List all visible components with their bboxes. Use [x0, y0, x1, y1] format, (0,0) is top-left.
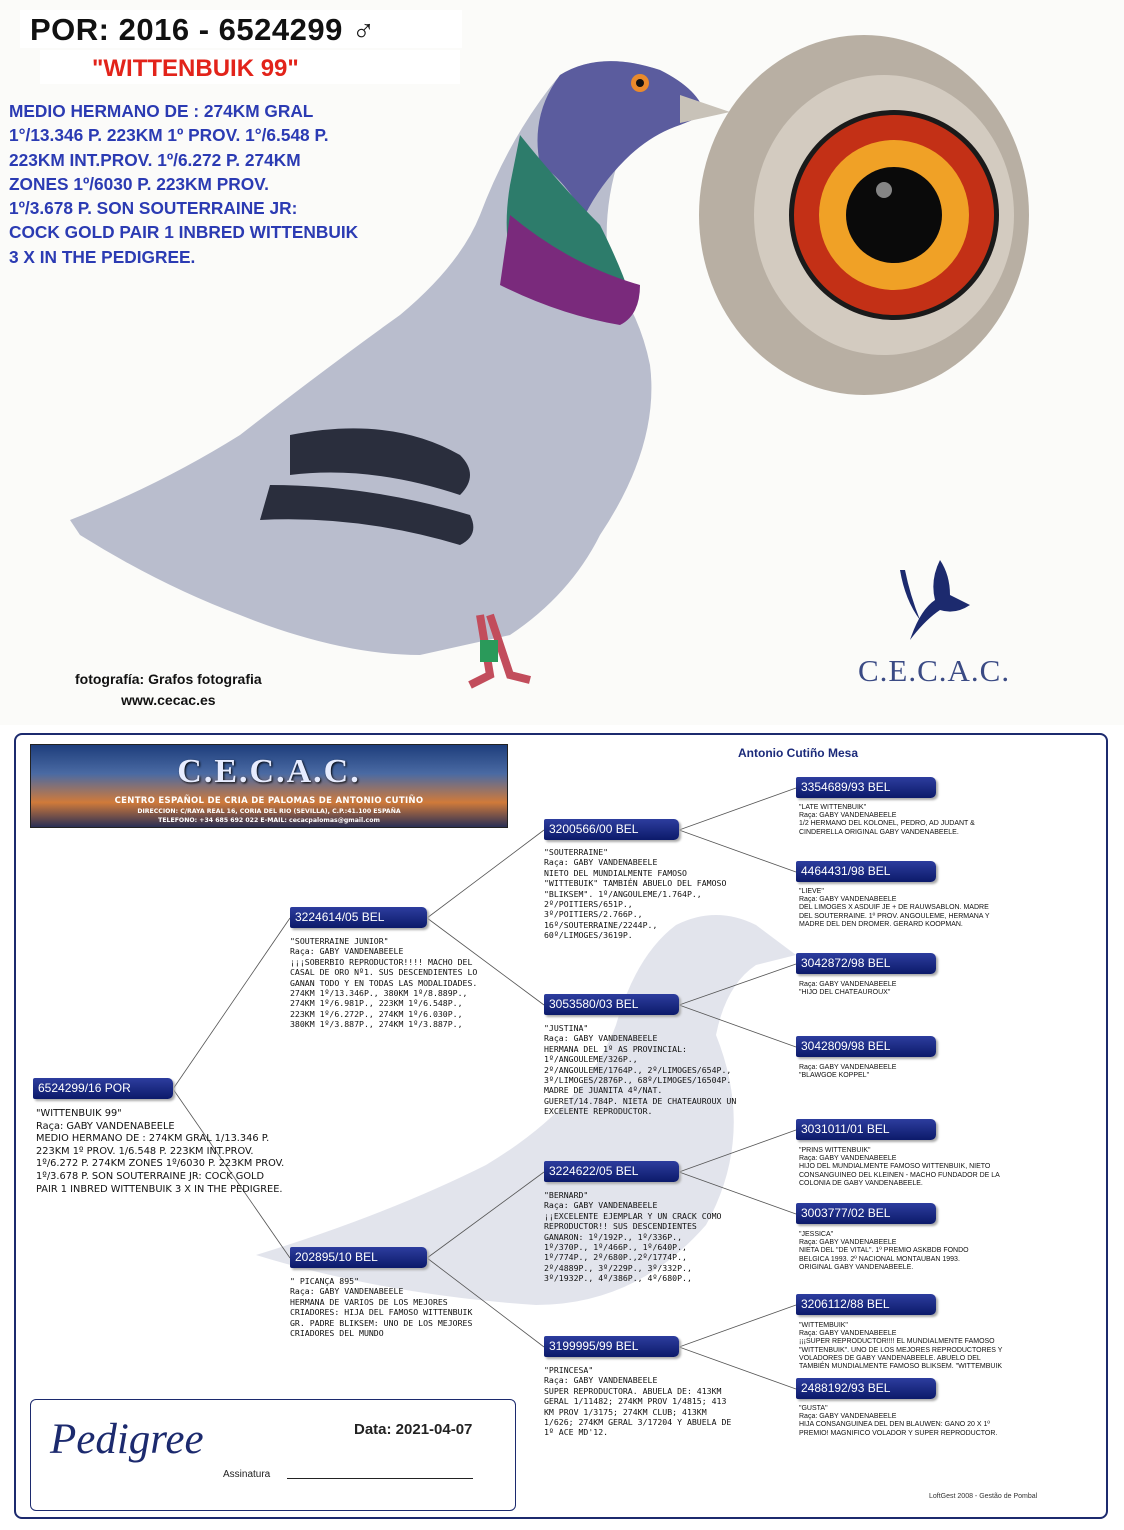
- photo-credit: fotografía: Grafos fotografia www.cecac.es: [75, 671, 262, 708]
- info-dsd: "JESSICA" Raça: GABY VANDENABEELE NIETA DEL "DE VITAL". 1º PREMIO ASKBDB FONDO BELGICA 1993. 2º NACIONAL MONTAUBAN 1993. ORIGINAL GABY VANDENABEELE.: [799, 1231, 969, 1271]
- ring-dss: 3031011/01 BEL: [796, 1119, 936, 1140]
- ring-dam: 202895/10 BEL: [290, 1247, 427, 1268]
- ring-dam-sire: 3224622/05 BEL: [544, 1161, 679, 1182]
- info-sire: "SOUTERRAINE JUNIOR" Raça: GABY VANDENABEELE ¡¡¡SOBERBIO REPRODUCTOR!!!! MACHO DEL CASAL DE ORO Nº1. SUS DESCENDIENTES LO GANAN TODO Y EN TODAS LAS MODALIDADES. 274KM 1º/13.346P., 380KM 1º/8.889P., 274KM 1º/6.981P., 223KM 1º/6.548P., 223KM 1º/6.272P., 274KM 1º/6.030P., 380KM 1º/3.887P., 274KM 1º/3.887P.,: [290, 936, 478, 1030]
- ring-subject: 6524299/16 POR: [33, 1078, 173, 1099]
- ring-ddd: 2488192/93 BEL: [796, 1378, 936, 1399]
- ring-sdd: 3042809/98 BEL: [796, 1036, 936, 1057]
- software-credit: LoftGest 2008 - Gestão de Pombal: [929, 1493, 1038, 1500]
- info-ssd: "LIEVE" Raça: GABY VANDENABEELE DEL LIMOGES X ASDUIF JE + DE RAUWSABLON. MADRE DEL SOUTERRAINE. 1º PROV. ANGOULEME, HERMANA Y MADRE DEL DEN DROMER. GERARD KOOPMAN.: [799, 888, 990, 928]
- owner-name: Antonio Cutiño Mesa: [738, 746, 858, 760]
- info-sss: "LATE WITTENBUIK" Raça: GABY VANDENABEELE 1/2 HERMANO DEL KOLONEL, PEDRO, AD JUDANT & CINDERELLA ORIGINAL GABY VANDENABEELE.: [799, 804, 975, 836]
- page-title: POR: 2016 - 6524299 ♂: [30, 12, 376, 47]
- info-dss: "PRINS WITTENBUIK" Raça: GABY VANDENABEELE HIJO DEL MUNDIALMENTE FAMOSO WITTENBUIK, NIETO CONSANGUINEO DEL KLEINEN - MACHO FUNDADOR DE LA COLONIA DE GABY VANDENABEELE.: [799, 1147, 1000, 1187]
- ring-ssd: 4464431/98 BEL: [796, 861, 936, 882]
- info-dam-sire: "BERNARD" Raça: GABY VANDENABEELE ¡¡EXCELENTE EJEMPLAR Y UN CRACK COMO REPRODUCTOR!! SUS DESCENDIENTES GANARON: 1º/192P., 1º/336P., 1º/370P., 1º/466P., 1º/640P., 1º/774P., 2º/680P.,2º/1774P., 2º/4889P., 3º/229P., 3º/332P., 3º/1932P., 4º/386P., 4º/680P.,: [544, 1190, 722, 1284]
- signature-line: [287, 1478, 473, 1479]
- ring-sss: 3354689/93 BEL: [796, 777, 936, 798]
- pedigree-script-label: Pedigree: [50, 1416, 204, 1463]
- achievements-text: MEDIO HERMANO DE : 274KM GRAL 1°/13.346 P. 223KM 1º PROV. 1°/6.548 P. 223KM INT.PROV. 1º/6.272 P. 274KM ZONES 1º/6030 P. 223KM PROV. 1º/3.678 P. SON SOUTERRAINE JR: COCK GOLD PAIR 1 INBRED WITTENBUIK 3 X IN THE PEDIGREE.: [9, 101, 359, 267]
- ring-sire-dam: 3053580/03 BEL: [544, 994, 679, 1015]
- info-ddd: "GUSTA" Raça: GABY VANDENABEELE HIJA CONSANGUINEA DEL DEN BLAUWEN: GANO 20 X 1º PREMIO! MAGNIFICO VOLADOR Y SUPER REPRODUCTOR.: [799, 1405, 998, 1437]
- top-photo-section: [0, 0, 1124, 725]
- info-sire-sire: "SOUTERRAINE" Raça: GABY VANDENABEELE NIETO DEL MUNDIALMENTE FAMOSO "WITTEBUIK" TAMBIÉN ABUELO DEL FAMOSO "BLIKSEM". 1º/ANGOULEME/1.764P., 2º/POITIERS/651P., 3º/POITIERS/2.766P., 16º/SOUTERRAINE/2244P., 60º/LIMOGES/3619P.: [544, 847, 727, 941]
- info-sdd: Raça: GABY VANDENABEELE "BLAWGOE KOPPEL": [799, 1064, 897, 1080]
- ring-dsd: 3003777/02 BEL: [796, 1203, 936, 1224]
- info-dam-dam: "PRINCESA" Raça: GABY VANDENABEELE SUPER REPRODUCTORA. ABUELA DE: 413KM GERAL 1/11482; 274KM PROV 1/4815; 413 KM PROV 1/3175; 274KM CLUB; 413KM 1/626; 274KM GERAL 3/17204 Y ABUELA DE 1º ACE MD'12.: [544, 1365, 732, 1438]
- info-sds: Raça: GABY VANDENABEELE "HIJO DEL CHATEAUROUX": [799, 981, 897, 997]
- ring-sire: 3224614/05 BEL: [290, 907, 427, 928]
- info-dam: " PICANÇA 895" Raça: GABY VANDENABEELE HERMANA DE VARIOS DE LOS MEJORES CRIADORES: HIJA DEL FAMOSO WITTENBUIK GR. PADRE BLIKSEM: UNO DE LOS MEJORES CRIADORES DEL MUNDO: [290, 1276, 473, 1339]
- ring-sds: 3042872/98 BEL: [796, 953, 936, 974]
- pigeon-name: "WITTENBUIK 99": [92, 55, 299, 82]
- pedigree-chart: [14, 733, 1108, 1519]
- signature-label: Assinatura: [223, 1469, 271, 1480]
- info-sire-dam: "JUSTINA" Raça: GABY VANDENABEELE HERMANA DEL 1º AS PROVINCIAL: 1º/ANGOULEME/326P., 2º/ANGOULEME/1764P., 2º/LIMOGES/654P., 3º/LIMOGES/2876P., 68º/LIMOGES/16504P. MADRE DE JUANITA 4º/NAT. GUERET/14.784P. NIETA DE CHATEAUROUX UN EXCELENTE REPRODUCTOR.: [544, 1023, 737, 1117]
- pigeon-eye-photo: [694, 30, 1034, 400]
- date-label: Data: 2021-04-07: [354, 1421, 473, 1438]
- dove-logo-icon: [880, 540, 990, 650]
- cecac-banner: C.E.C.A.C. CENTRO ESPAÑOL DE CRIA DE PALOMAS DE ANTONIO CUTIÑO DIRECCION: C/RAYA REAL 16, CORIA DEL RIO (SEVILLA), C.P.:41.100 ESPAÑA TELEFONO: +34 685 692 022 E-MAIL: cecacpalomas@gmail.com: [30, 744, 508, 828]
- logo-text: C.E.C.A.C.: [858, 653, 1011, 688]
- info-subject: "WITTENBUIK 99" Raça: GABY VANDENABEELE MEDIO HERMANO DE : 274KM GRAL 1/13.346 P. 223KM 1º PROV. 1/6.548 P. 223KM INT.PROV. 1º/6.272 P. 274KM ZONES 1º/6030 P. 223KM PROV. 1º/3.678 P. SON SOUTERRAINE JR: COCK GOLD PAIR 1 INBRED WITTENBUIK 3 X IN THE PEDIGREE.: [36, 1108, 285, 1195]
- ring-dds: 3206112/88 BEL: [796, 1294, 936, 1315]
- ring-sire-sire: 3200566/00 BEL: [544, 819, 679, 840]
- info-dds: "WITTEMBUIK" Raça: GABY VANDENABEELE ¡¡¡SUPER REPRODUCTOR!!!! EL MUNDIALMENTE FAMOSO "WITTENBUIK". UNO DE LOS MEJORES REPRODUCTORES Y VOLADORES DE GABY VANDENABEELE. ABUELO DEL TAMBIÉN MUNDIALMENTE FAMOSO BLIKSEM. "WITTEMBUIK: [799, 1322, 1003, 1371]
- ring-dam-dam: 3199995/99 BEL: [544, 1336, 679, 1357]
